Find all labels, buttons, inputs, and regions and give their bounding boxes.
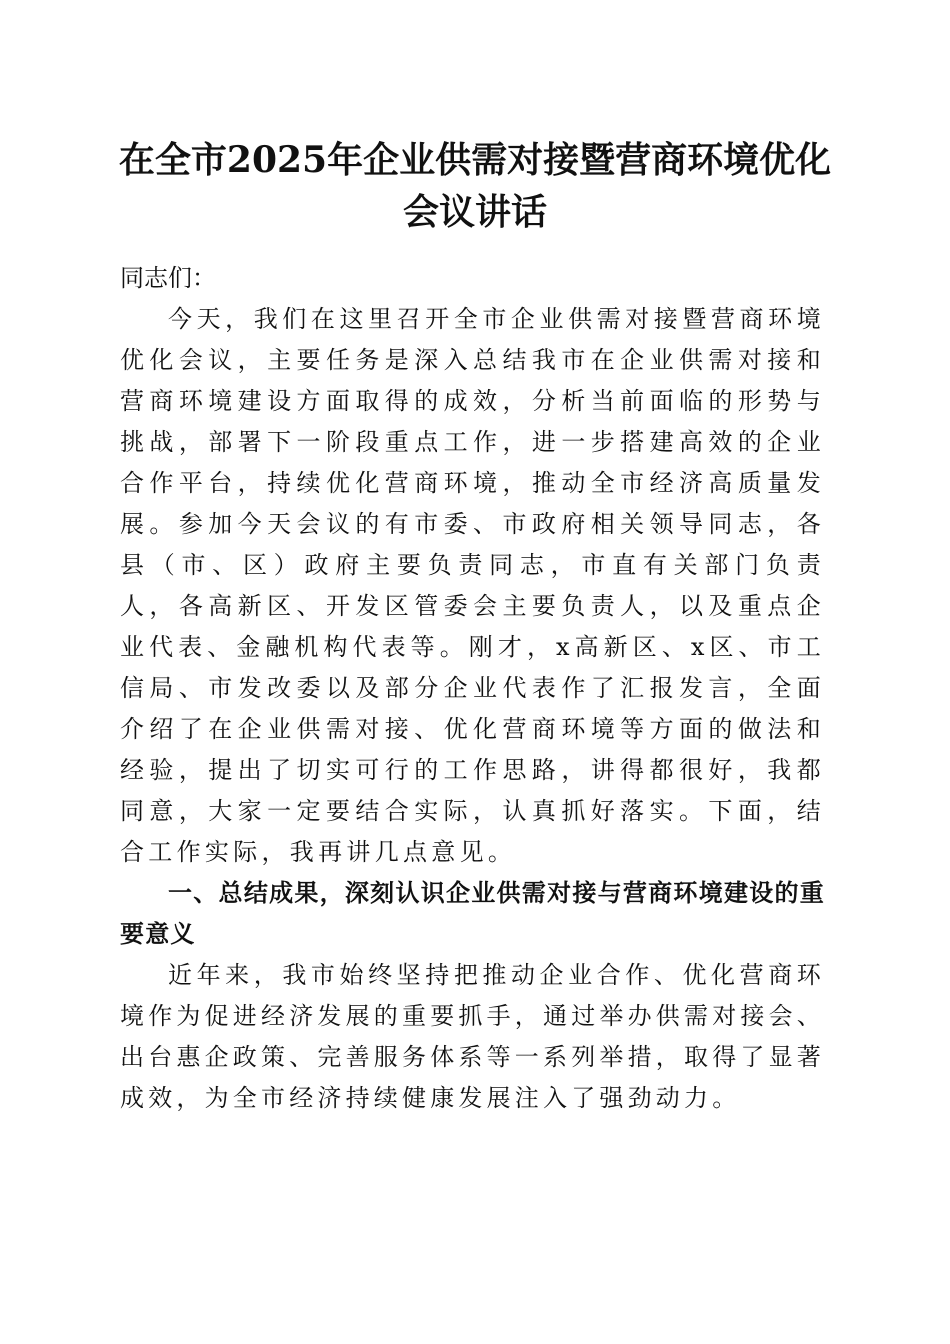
paragraph-intro: 今天，我们在这里召开全市企业供需对接暨营商环境优化会议，主要任务是深入总结我市在企业供需对接和营商环境建设方面取得的成效，分析当前面临的形势与挑战，部署下一阶段重点工作，进一步搭建高效的企业合作平台，持续优化营商环境，推动全市经济高质量发展。参加今天会议的有市委、市政府相关领导同志，各县（市、区）政府主要负责同志，市直有关部门负责人，各高新区、开发区管委会主要负责人，以及重点企业代表、金融机构代表等。刚才，x高新区、x区、市工信局、市发改委以及部分企业代表作了汇报发言，全面介绍了在企业供需对接、优化营商环境等方面的做法和经验，提出了切实可行的工作思路，讲得都很好，我都同意，大家一定要结合实际，认真抓好落实。下面，结合工作实际，我再讲几点意见。 bbox=[120, 305, 825, 866]
title-line-1: 在全市2025年企业供需对接暨营商环境优化 bbox=[118, 139, 832, 181]
salutation: 同志们： bbox=[120, 264, 216, 292]
document-body bbox=[120, 258, 825, 1119]
paragraph-section-1: 近年来，我市始终坚持把推动企业合作、优化营商环境作为促进经济发展的重要抓手，通过举办供需对接会、出台惠企政策、完善服务体系等一系列举措，取得了显著成效，为全市经济持续健康发展注入了强劲动力。 bbox=[120, 961, 825, 1112]
section-heading-1: 一、总结成果，深刻认识企业供需对接与营商环境建设的重要意义 bbox=[120, 879, 825, 948]
document-title bbox=[100, 134, 850, 238]
title-line-2: 会议讲话 bbox=[402, 191, 547, 233]
